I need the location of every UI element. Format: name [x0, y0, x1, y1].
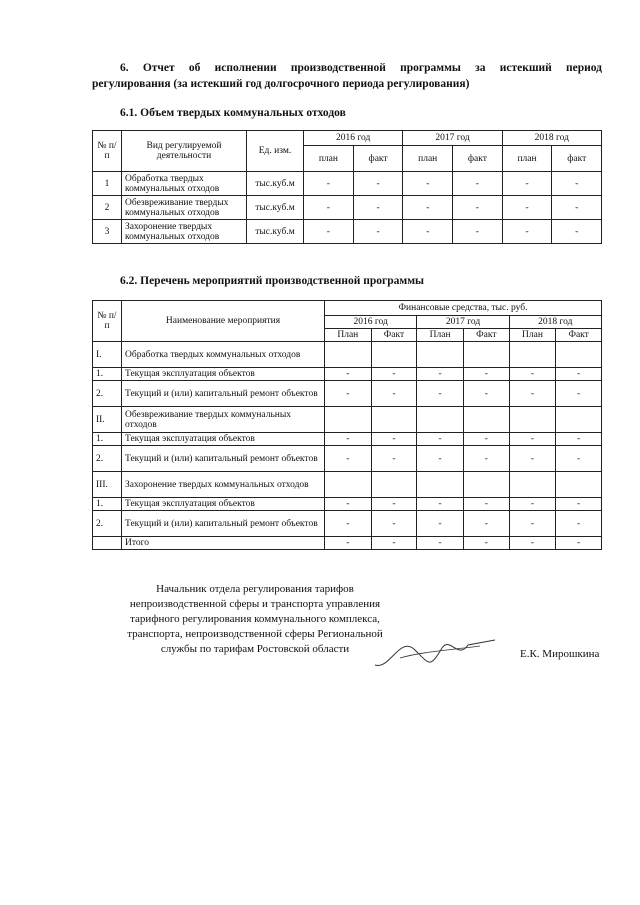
cell-value: - [371, 498, 417, 511]
cell-value: - [556, 368, 602, 381]
year-header: 2017 год [403, 131, 502, 146]
plan-header: план [304, 146, 354, 172]
cell-value: - [552, 172, 602, 196]
cell-value: - [509, 537, 556, 550]
cell-value [371, 342, 417, 368]
section-2-title: 6.2. Перечень мероприятий производственной программы [120, 275, 425, 287]
plan-header: План [325, 329, 372, 342]
cell-value [556, 407, 602, 433]
cell-value: - [353, 196, 403, 220]
table-row [93, 433, 602, 446]
row-name: Обезвреживание твердых коммунальных отходов [122, 407, 325, 433]
cell-value [371, 472, 417, 498]
signature-block [110, 582, 400, 657]
table-row [93, 511, 602, 537]
cell-value [417, 407, 464, 433]
cell-value: - [463, 446, 509, 472]
signatory-name: Е.К. Мирошкина [520, 648, 600, 660]
cell-value: - [502, 196, 552, 220]
section-1-title: 6.1. Объем твердых коммунальных отходов [120, 107, 346, 119]
cell-value: - [556, 433, 602, 446]
table-row [93, 381, 602, 407]
cell-value: - [325, 433, 372, 446]
table-row [93, 446, 602, 472]
row-name: Текущий и (или) капитальный ремонт объектов [122, 381, 325, 407]
cell-value: - [509, 381, 556, 407]
row-unit: тыс.куб.м [247, 220, 304, 244]
cell-value [463, 407, 509, 433]
cell-value: - [417, 511, 464, 537]
heading-line-2: регулирования (за истекший год долгосрочного периода регулирования) [92, 78, 470, 90]
cell-value [509, 342, 556, 368]
cell-value: - [417, 433, 464, 446]
fact-header: факт [453, 146, 503, 172]
cell-value: - [502, 172, 552, 196]
cell-value: - [453, 196, 503, 220]
cell-value: - [463, 433, 509, 446]
cell-value [417, 472, 464, 498]
row-num: 2 [93, 196, 122, 220]
cell-value [509, 407, 556, 433]
cell-value: - [463, 498, 509, 511]
cell-value: - [463, 537, 509, 550]
cell-value: - [371, 433, 417, 446]
year-header: 2017 год [417, 316, 509, 329]
cell-value: - [509, 433, 556, 446]
cell-value [463, 342, 509, 368]
row-name: Текущий и (или) капитальный ремонт объектов [122, 511, 325, 537]
row-num: 1 [93, 172, 122, 196]
table-row [93, 537, 602, 550]
row-name: Текущая эксплуатация объектов [122, 433, 325, 446]
col-unit-header: Ед. изм. [247, 131, 304, 172]
cell-value: - [453, 220, 503, 244]
cell-value: - [509, 368, 556, 381]
cell-value: - [371, 368, 417, 381]
row-num: 1. [93, 498, 122, 511]
row-name: Текущая эксплуатация объектов [122, 368, 325, 381]
cell-value: - [556, 537, 602, 550]
fact-header: факт [552, 146, 602, 172]
row-unit: тыс.куб.м [247, 196, 304, 220]
signature-line: транспорта, непроизводственной сферы Региональной [127, 628, 383, 640]
row-name: Текущая эксплуатация объектов [122, 498, 325, 511]
cell-value: - [417, 368, 464, 381]
cell-value: - [353, 172, 403, 196]
cell-value [463, 472, 509, 498]
cell-value: - [403, 196, 453, 220]
row-name: Обработка твердых коммунальных отходов [122, 172, 247, 196]
cell-value: - [417, 537, 464, 550]
plan-header: План [509, 329, 556, 342]
cell-value: - [304, 172, 354, 196]
cell-value: - [371, 537, 417, 550]
signature-line: непроизводственной сферы и транспорта управления [129, 598, 381, 610]
table-row [93, 368, 602, 381]
table-row [93, 172, 602, 196]
row-num: 2. [93, 381, 122, 407]
cell-value: - [463, 381, 509, 407]
cell-value: - [509, 498, 556, 511]
row-num: I. [93, 342, 122, 368]
cell-value: - [325, 537, 372, 550]
cell-value: - [371, 446, 417, 472]
row-name: Текущий и (или) капитальный ремонт объектов [122, 446, 325, 472]
cell-value [556, 342, 602, 368]
cell-value: - [325, 368, 372, 381]
year-header: 2018 год [509, 316, 601, 329]
col-name-header: Наименование мероприятия [122, 301, 325, 342]
row-num: 2. [93, 446, 122, 472]
cell-value: - [325, 498, 372, 511]
table-row [93, 342, 602, 368]
cell-value [509, 472, 556, 498]
row-num: 2. [93, 511, 122, 537]
row-num: II. [93, 407, 122, 433]
cell-value [417, 342, 464, 368]
cell-value: - [325, 446, 372, 472]
row-num: III. [93, 472, 122, 498]
cell-value [325, 472, 372, 498]
cell-value: - [417, 446, 464, 472]
plan-header: план [502, 146, 552, 172]
cell-value: - [502, 220, 552, 244]
row-unit: тыс.куб.м [247, 172, 304, 196]
cell-value: - [453, 172, 503, 196]
cell-value: - [417, 498, 464, 511]
cell-value: - [417, 381, 464, 407]
cell-value: - [304, 220, 354, 244]
table-row [93, 472, 602, 498]
cell-value: - [353, 220, 403, 244]
year-header: 2016 год [325, 316, 417, 329]
cell-value [325, 407, 372, 433]
cell-value: - [463, 368, 509, 381]
row-num: 3 [93, 220, 122, 244]
cell-value: - [403, 172, 453, 196]
cell-value: - [509, 446, 556, 472]
plan-header: план [403, 146, 453, 172]
cell-value: - [371, 381, 417, 407]
row-num [93, 537, 122, 550]
year-header: 2018 год [502, 131, 601, 146]
row-name: Итого [122, 537, 325, 550]
signature-line: Начальник отдела регулирования тарифов [156, 583, 354, 595]
signature-line: тарифного регулирования коммунального комплекса, [130, 613, 380, 625]
finance-header: Финансовые средства, тыс. руб. [325, 301, 602, 316]
row-num: 1. [93, 368, 122, 381]
cell-value: - [509, 511, 556, 537]
cell-value: - [556, 498, 602, 511]
plan-header: План [417, 329, 464, 342]
cell-value: - [325, 511, 372, 537]
cell-value: - [552, 196, 602, 220]
report-heading [92, 60, 602, 92]
heading-line-1: 6. Отчет об исполнении производственной программы за истекший период [120, 62, 602, 74]
cell-value [325, 342, 372, 368]
row-num: 1. [93, 433, 122, 446]
row-name: Обработка твердых коммунальных отходов [122, 342, 325, 368]
fact-header: Факт [371, 329, 417, 342]
cell-value: - [325, 381, 372, 407]
table-row [93, 407, 602, 433]
cell-value: - [371, 511, 417, 537]
row-name: Обезвреживание твердых коммунальных отходов [122, 196, 247, 220]
cell-value [556, 472, 602, 498]
year-header: 2016 год [304, 131, 403, 146]
handwritten-signature [370, 630, 500, 675]
row-name: Захоронение твердых коммунальных отходов [122, 472, 325, 498]
cell-value: - [552, 220, 602, 244]
cell-value [371, 407, 417, 433]
col-num-header: № п/п [93, 131, 122, 172]
table-row [93, 220, 602, 244]
row-name: Захоронение твердых коммунальных отходов [122, 220, 247, 244]
col-num-header: № п/п [93, 301, 122, 342]
col-activity-header: Вид регулируемой деятельности [122, 131, 247, 172]
signature-line: службы по тарифам Ростовской области [160, 643, 350, 655]
cell-value: - [556, 381, 602, 407]
cell-value: - [463, 511, 509, 537]
table-row [93, 498, 602, 511]
cell-value: - [556, 511, 602, 537]
fact-header: Факт [556, 329, 602, 342]
fact-header: факт [353, 146, 403, 172]
fact-header: Факт [463, 329, 509, 342]
cell-value: - [403, 220, 453, 244]
program-measures-table [92, 300, 602, 550]
cell-value: - [304, 196, 354, 220]
waste-volume-table [92, 130, 602, 244]
table-row [93, 196, 602, 220]
cell-value: - [556, 446, 602, 472]
